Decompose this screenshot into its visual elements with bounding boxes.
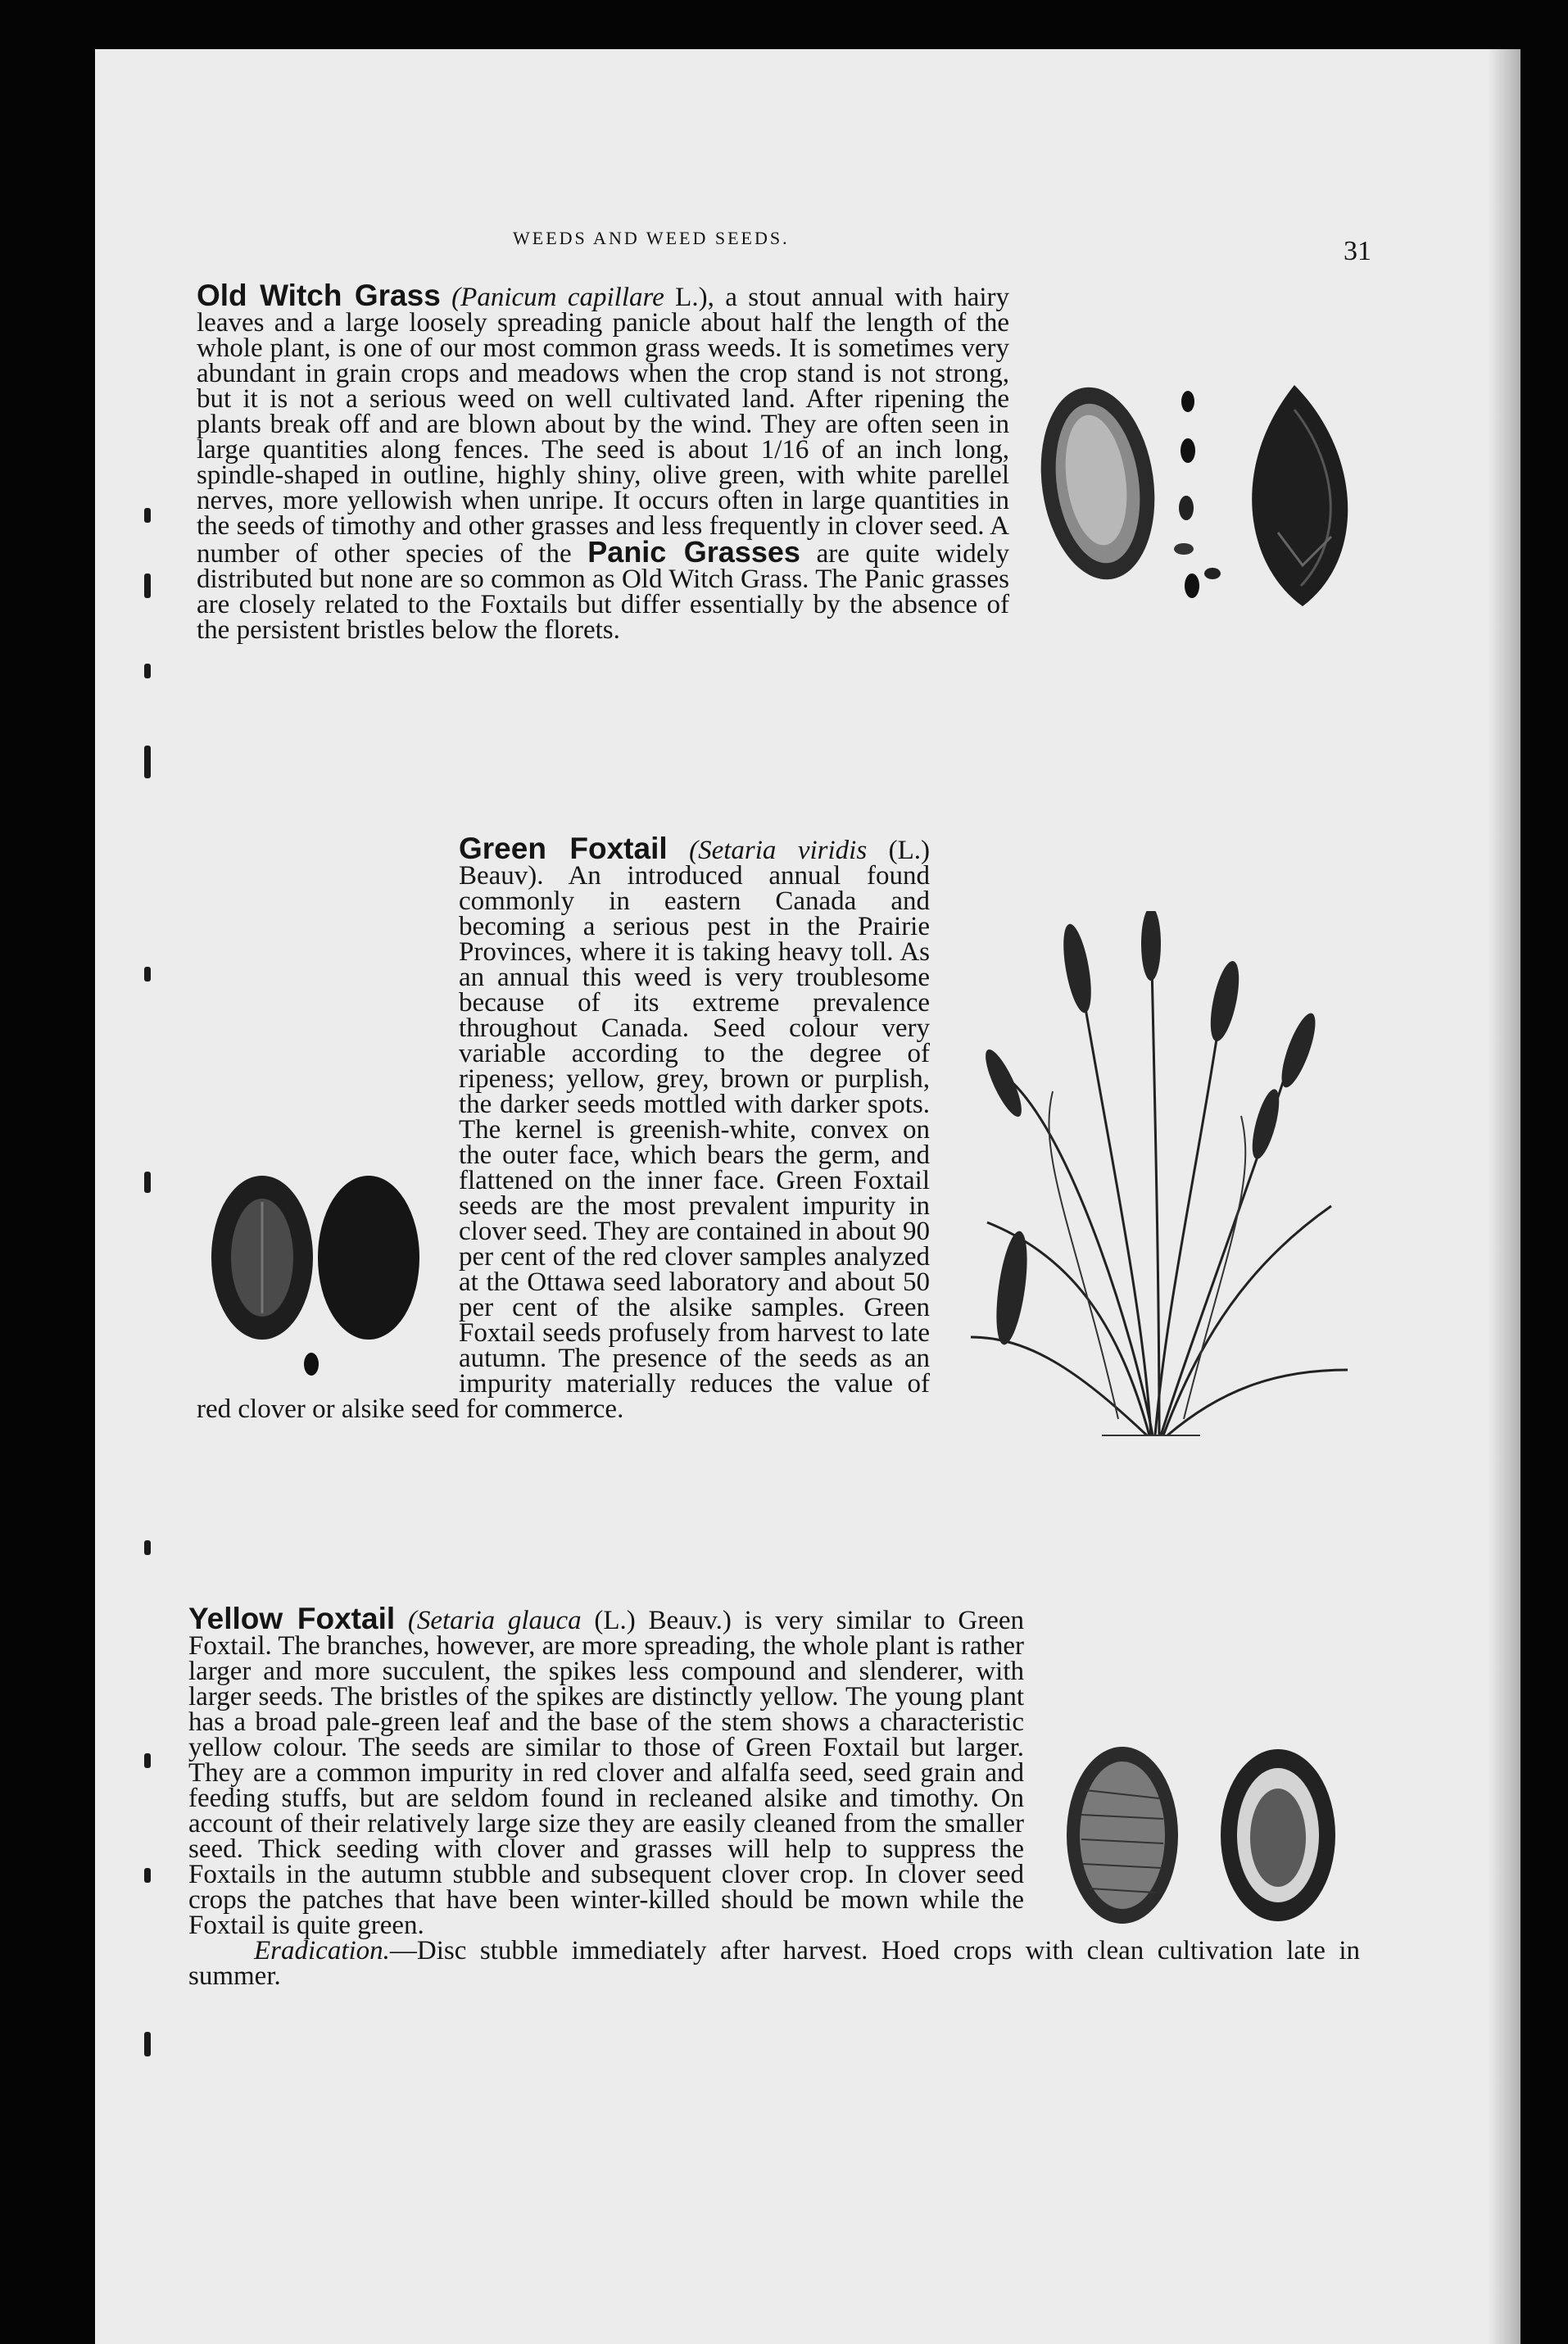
green-foxtail-plant-figure bbox=[954, 911, 1364, 1452]
green-foxtail-sci-name: (Setaria viridis bbox=[689, 836, 868, 865]
yellow-foxtail-body: is very similar to Green Foxtail. The branches, however, are more spreading, the whole plant is rather larger and more succulent, the spikes less compound and slenderer, with larger seeds. The bristles of the spikes are distinctly yellow. The young plant has a broad pale-green leaf and the base of the stem shows a characteristic yellow colour. The seeds are similar to those of Green Foxtail but larger. They are a common impurity in red clover and alfalfa seed, seed grain and feeding stuffs, but are seldom found in recleaned alsike and timothy. On account of their relatively large size they are easily cleaned from the smaller seed. Thick seeding with clover and grasses will help to suppress the Foxtails in the autumn stubble and subsequent clover crop. In clover seed crops the patches that have been winter-killed should be mown while the Foxtail is quite green. bbox=[188, 1606, 1024, 1940]
green-foxtail-authority: (L.) Beauv). bbox=[459, 836, 930, 891]
page-edge-shadow bbox=[1488, 49, 1520, 2344]
yellow-foxtail-seed-figure bbox=[1049, 1741, 1360, 1929]
old-witch-grass-body: a stout annual with hairy leaves and a large loosely spreading panicle about half the length of the whole plant, is one of our most common grass weeds. It is sometimes very abundant in grain crops and meadows when the crop stand is not strong, but it is not a serious weed on well cultivated land. After ripening the plants break off and are blown about by the wind. They are often seen in large quantities along fences. The seed is about 1/16 of an inch long, spindle-shaped in outline, highly shiny, olive green, with white parellel nerves, more yellowish when unripe. It occurs often in large quantities in the seeds of timothy and other grasses and less frequently in clover seed. A number of other species of the bbox=[197, 283, 1010, 569]
running-head: WEEDS AND WEED SEEDS. bbox=[513, 228, 790, 248]
section-green-foxtail bbox=[197, 832, 1364, 1557]
yellow-foxtail-authority: (L.) Beauv.) bbox=[594, 1606, 732, 1635]
old-witch-grass-title: Old Witch Grass bbox=[197, 279, 441, 312]
panic-grasses-label: Panic Grasses bbox=[587, 535, 800, 569]
old-witch-grass-sci-name: (Panicum capillare bbox=[451, 283, 664, 312]
yellow-foxtail-seed-illustration bbox=[1049, 1741, 1360, 1929]
green-foxtail-seed-illustration bbox=[197, 1167, 442, 1389]
old-witch-grass-body-end: are quite widely distributed but none are so common as Old Witch Grass. The Panic grasses are closely related to the Foxtails but differ essentially by the absence of the persistent bristles below the florets. bbox=[197, 539, 1010, 645]
gutter-marks bbox=[136, 475, 169, 2114]
section-old-witch-grass bbox=[197, 279, 1384, 791]
yellow-foxtail-sci-name: (Setaria glauca bbox=[407, 1606, 582, 1635]
old-witch-grass-authority: L.), bbox=[675, 283, 714, 312]
section-yellow-foxtail bbox=[188, 1602, 1360, 2163]
panicum-seed-illustration bbox=[1024, 377, 1384, 614]
page-number: 31 bbox=[1344, 236, 1371, 266]
green-foxtail-title: Green Foxtail bbox=[459, 832, 668, 865]
green-foxtail-seed-figure bbox=[197, 1167, 442, 1389]
eradication-text: —Disc stubble immediately after harvest. Hoed crops with clean cultivation late in summer. bbox=[188, 1936, 1360, 1991]
eradication-label: Eradication. bbox=[254, 1936, 390, 1965]
panicum-seed-figure bbox=[1024, 377, 1384, 614]
green-foxtail-plant-illustration bbox=[954, 911, 1364, 1452]
green-foxtail-body: An introduced annual found commonly in eastern Canada and becoming a serious pest in the Prairie Provinces, where it is taking heavy toll. As an annual this weed is very troublesome because of its extreme prevalence throughout Canada. Seed colour very variable according to the degree of ripeness; yellow, grey, brown or purplish, the darker seeds mottled with darker spots. The kernel is greenish-white, convex on the outer face, which bears the germ, and flattened on the inner face. Green Foxtail seeds are the most prevalent impurity in clover seed. They are contained in about 90 per cent of the red clover samples analyzed at the Ottawa seed laboratory and about 50 per cent of the alsike samples. Green Foxtail seeds profusely from harvest to late autumn. The presence of the seeds as an impurity materially reduces the value of red clover or alsike seed for commerce. bbox=[197, 861, 930, 1424]
yellow-foxtail-title: Yellow Foxtail bbox=[188, 1602, 396, 1635]
